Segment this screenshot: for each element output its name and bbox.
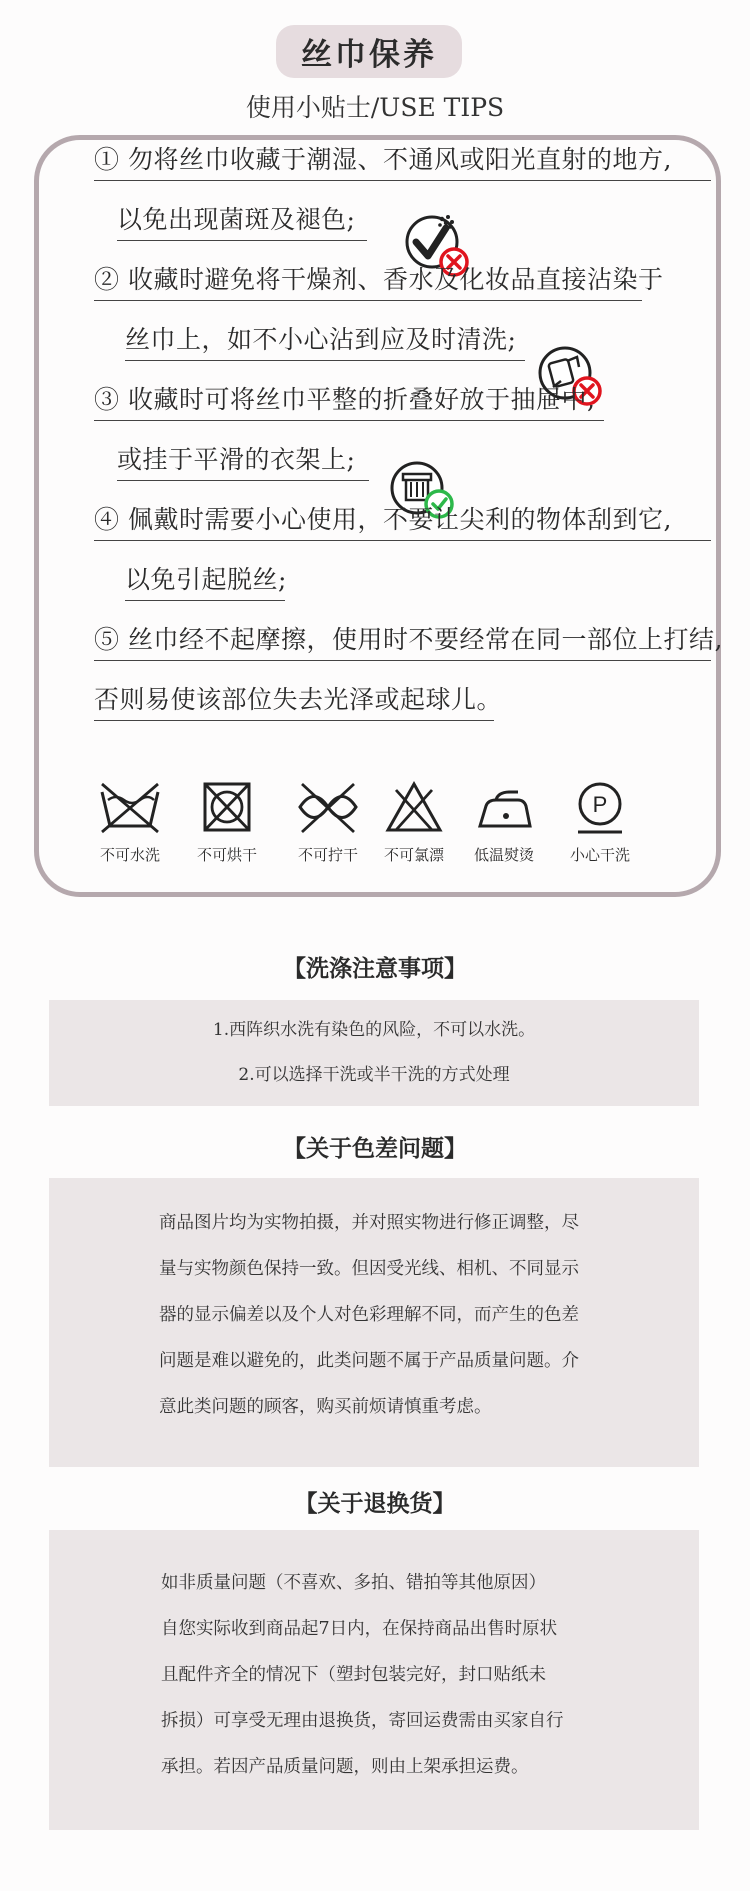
svg-text:P: P: [592, 792, 608, 817]
color-diff-line: 器的显示偏差以及个人对色彩理解不同，而产生的色差: [159, 1305, 579, 1325]
no-wash-icon: [98, 780, 162, 838]
returns-line: 如非质量问题（不喜欢、多拍、错拍等其他原因）: [161, 1573, 546, 1593]
color-diff-line: 意此类问题的顾客，购买前烦请慎重考虑。: [159, 1397, 492, 1417]
care-gentle-dry-clean: [557, 780, 643, 865]
care-label: 小心干洗: [569, 846, 630, 864]
color-diff-line: 商品图片均为实物拍摄，并对照实物进行修正调整，尽: [159, 1213, 579, 1233]
care-label: 低温熨烫: [473, 846, 534, 864]
care-no-tumble-dry: [184, 780, 270, 865]
tip-5-line-1: ⑤ 丝巾经不起摩擦，使用时不要经常在同一部位上打结,: [94, 623, 711, 661]
page-title-badge: [276, 25, 462, 78]
care-no-bleach: [371, 780, 457, 865]
washing-line: 1.西阵织水洗有染色的风险，不可以水洗。: [212, 1020, 536, 1040]
care-low-iron: [461, 780, 547, 865]
color-diff-title: 【关于色差问题】: [283, 1135, 467, 1162]
care-label: 不可氯漂: [383, 846, 444, 864]
color-diff-line: 问题是难以避免的，此类问题不属于产品质量问题。介: [159, 1351, 579, 1371]
returns-line: 且配件齐全的情况下（塑封包装完好，封口贴纸未: [161, 1665, 546, 1685]
washing-title: 【洗涤注意事项】: [283, 955, 467, 982]
tip-2-line-1: ② 收藏时避免将干燥剂、香水及化妆品直接沾染于: [94, 263, 642, 301]
care-label: 不可水洗: [99, 846, 160, 864]
tip-1-line-2: 以免出现菌斑及褪色;: [117, 203, 367, 241]
care-tips-card: [34, 135, 721, 897]
tip-1-line-1: ① 勿将丝巾收藏于潮湿、不通风或阳光直射的地方,: [94, 143, 711, 181]
returns-line: 拆损）可享受无理由退换货，寄回运费需由买家自行: [161, 1711, 564, 1731]
returns-line: 承担。若因产品质量问题，则由上架承担运费。: [161, 1757, 529, 1777]
care-no-wring: [285, 780, 371, 865]
low-iron-icon: [472, 780, 536, 838]
tip-4-line-1: ④ 佩戴时需要小心使用，不要让尖利的物体刮到它,: [94, 503, 711, 541]
no-bleach-icon: [382, 780, 446, 838]
care-no-wash: [87, 780, 173, 865]
no-wring-icon: [296, 780, 360, 838]
returns-panel: [49, 1530, 699, 1830]
tip-3-line-1: ③ 收藏时可将丝巾平整的折叠好放于抽屉中,: [94, 383, 604, 421]
gentle-dry-clean-icon: [568, 780, 632, 838]
no-tumble-dry-icon: [195, 780, 259, 838]
tip-5-line-2: 否则易使该部位失去光泽或起球儿。: [94, 683, 494, 721]
washing-line: 2.可以选择干洗或半干洗的方式处理: [238, 1065, 510, 1085]
color-diff-panel: [49, 1178, 699, 1467]
tip-3-line-2: 或挂于平滑的衣架上;: [117, 443, 369, 481]
washing-panel: [49, 1000, 699, 1106]
returns-title: 【关于退换货】: [294, 1490, 456, 1517]
color-diff-line: 量与实物颜色保持一致。但因受光线、相机、不同显示: [159, 1259, 579, 1279]
page-subtitle: 使用小贴士/USE TIPS: [245, 93, 505, 122]
care-label: 不可烘干: [196, 846, 257, 864]
tip-4-line-2: 以免引起脱丝;: [125, 563, 285, 601]
returns-line: 自您实际收到商品起7日内，在保持商品出售时原状: [161, 1619, 558, 1639]
tip-2-line-2: 丝巾上，如不小心沾到应及时清洗;: [125, 323, 525, 361]
page-title: 丝巾保养: [301, 37, 437, 73]
care-label: 不可拧干: [297, 846, 358, 864]
